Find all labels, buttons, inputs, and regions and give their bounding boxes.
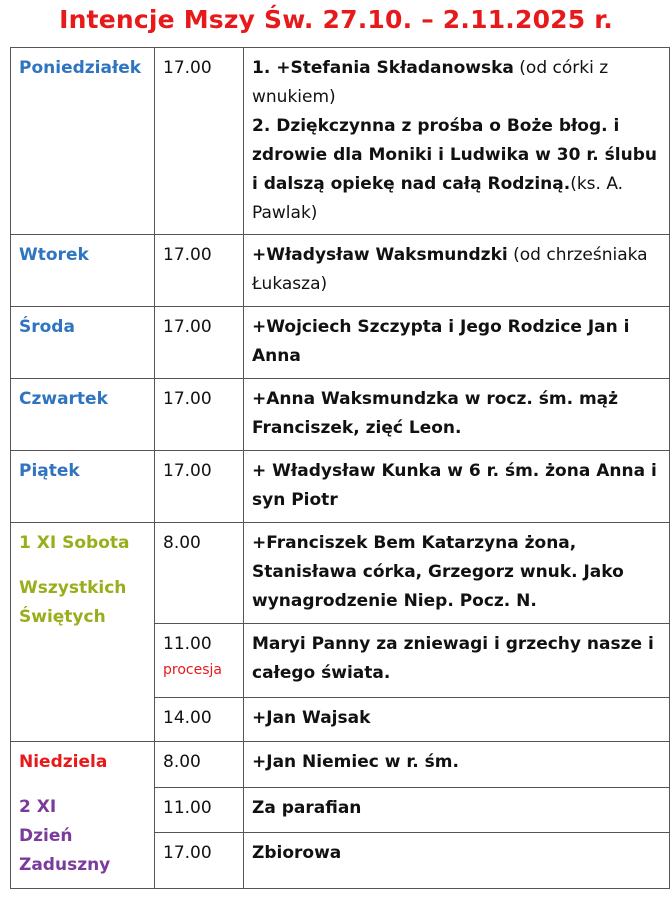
time-sunday-1: 8.00 xyxy=(155,742,244,788)
intention-saturday-1: +Franciszek Bem Katarzyna żona, Stanisława córka, Grzegorz wnuk. Jako wynagrodzenie Niep. Pocz. N. xyxy=(244,523,670,624)
day-wednesday: Środa xyxy=(11,307,155,379)
intention-tuesday-main: +Władysław Waksmundzki xyxy=(252,245,508,265)
time-saturday-2 xyxy=(155,624,244,698)
intention-friday: + Władysław Kunka w 6 r. śm. żona Anna i syn Piotr xyxy=(244,451,670,523)
intention-wednesday: +Wojciech Szczypta i Jego Rodzice Jan i Anna xyxy=(244,307,670,379)
time-saturday-3: 14.00 xyxy=(155,698,244,742)
intention-tuesday-note: (od chrześniaka Łukasza) xyxy=(252,245,648,294)
time-tuesday: 17.00 xyxy=(155,235,244,307)
procession-note: procesja xyxy=(163,662,222,678)
time-sunday-3: 17.00 xyxy=(155,833,244,889)
time-monday: 17.00 xyxy=(155,48,244,235)
day-sunday-date: 2 XI xyxy=(19,797,57,817)
table-row-saturday-1 xyxy=(11,523,670,624)
intentions-table xyxy=(10,47,670,889)
intention-saturday-2: Maryi Panny za zniewagi i grzechy nasze i całego świata. xyxy=(244,624,670,698)
page-title: Intencje Mszy Św. 27.10. – 2.11.2025 r. xyxy=(59,5,613,34)
day-sunday-feast: Dzień Zaduszny xyxy=(19,826,111,875)
intention-thursday: +Anna Waksmundzka w rocz. śm. mąż Franciszek, zięć Leon. xyxy=(244,379,670,451)
table-row-monday xyxy=(11,48,670,235)
day-saturday-feast: Wszystkich Świętych xyxy=(19,578,127,627)
intention-sunday-2: Za parafian xyxy=(244,788,670,833)
time-saturday-2-value: 11.00 xyxy=(163,634,212,654)
intention-tuesday xyxy=(244,235,670,307)
day-monday: Poniedziałek xyxy=(11,48,155,235)
intention-monday-2-note: (ks. A. Pawlak) xyxy=(252,174,624,223)
table-row-wednesday xyxy=(11,307,670,379)
intention-sunday-3: Zbiorowa xyxy=(244,833,670,889)
day-sunday xyxy=(11,742,155,889)
day-tuesday: Wtorek xyxy=(11,235,155,307)
table-row-sunday-1 xyxy=(11,742,670,788)
intention-saturday-3: +Jan Wajsak xyxy=(244,698,670,742)
intention-monday-2: 2. Dziękczynna z prośba o Boże błog. i zdrowie dla Moniki i Ludwika w 30 r. ślubu i dalszą opiekę nad całą Rodziną. xyxy=(252,116,658,194)
day-friday: Piątek xyxy=(11,451,155,523)
table-row-thursday xyxy=(11,379,670,451)
time-wednesday: 17.00 xyxy=(155,307,244,379)
day-sunday-name: Niedziela xyxy=(19,752,108,772)
table-row-tuesday xyxy=(11,235,670,307)
intention-monday-1: 1. +Stefania Składanowska xyxy=(252,58,514,78)
intention-monday-1-note: (od córki z wnukiem) xyxy=(252,58,609,107)
time-sunday-2: 11.00 xyxy=(155,788,244,833)
time-thursday: 17.00 xyxy=(155,379,244,451)
day-saturday xyxy=(11,523,155,742)
intention-monday xyxy=(244,48,670,235)
day-thursday: Czwartek xyxy=(11,379,155,451)
time-saturday-1: 8.00 xyxy=(155,523,244,624)
day-saturday-date: 1 XI Sobota xyxy=(19,533,130,553)
table-row-friday xyxy=(11,451,670,523)
intention-sunday-1: +Jan Niemiec w r. śm. xyxy=(244,742,670,788)
time-friday: 17.00 xyxy=(155,451,244,523)
